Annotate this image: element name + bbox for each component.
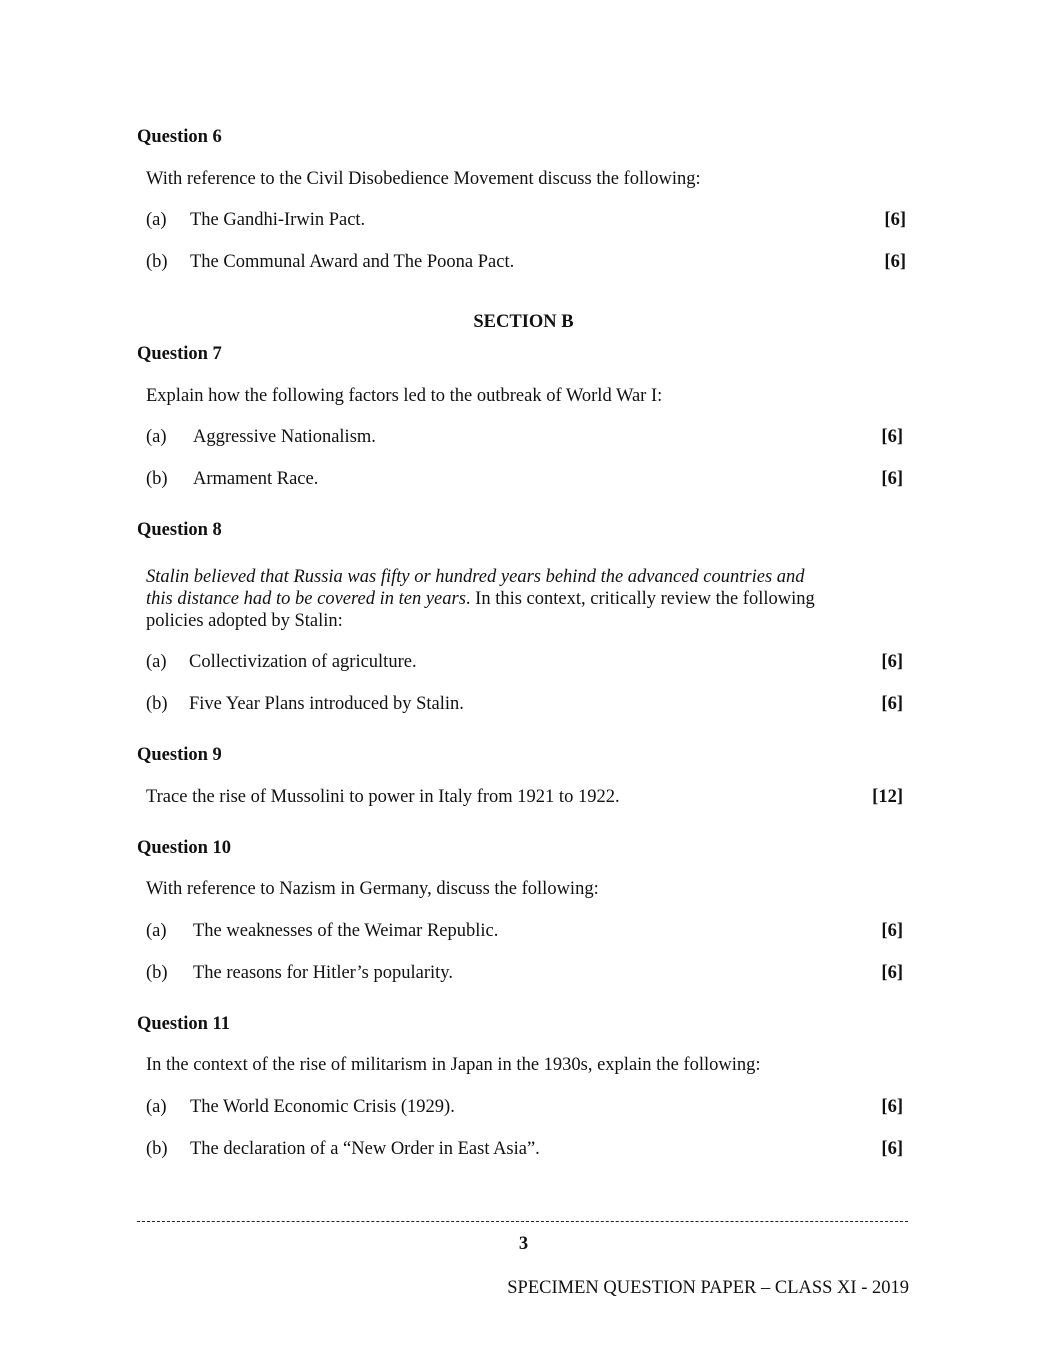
question-intro: Explain how the following factors led to the outbreak of World War I: (146, 386, 663, 406)
footer-divider (137, 1221, 908, 1222)
page-number: 3 (518, 1234, 529, 1254)
question-intro-line (146, 588, 815, 610)
section-heading: SECTION B (473, 312, 574, 332)
question-intro-line: policies adopted by Stalin: (146, 611, 343, 631)
footer-caption: SPECIMEN QUESTION PAPER – CLASS XI - 2019 (507, 1278, 909, 1298)
question-intro-line: Stalin believed that Russia was fifty or hundred years behind the advanced countries and (146, 567, 805, 587)
item-marks: [6] (884, 252, 906, 272)
item-text: Armament Race. (193, 469, 319, 489)
item-text: The Communal Award and The Poona Pact. (190, 252, 515, 272)
item-label: (b) (146, 963, 168, 983)
question-title: Question 7 (137, 344, 222, 364)
question-intro: In the context of the rise of militarism in Japan in the 1930s, explain the following: (146, 1055, 761, 1075)
item-text: Collectivization of agriculture. (189, 652, 417, 672)
question-title: Question 8 (137, 520, 222, 540)
item-text: The weaknesses of the Weimar Republic. (193, 921, 499, 941)
item-text: The declaration of a “New Order in East Asia”. (190, 1139, 540, 1159)
item-label: (b) (146, 252, 168, 272)
question-title: Question 10 (137, 838, 232, 858)
item-marks: [6] (881, 427, 903, 447)
item-text: Aggressive Nationalism. (193, 427, 376, 447)
item-marks: [6] (881, 694, 903, 714)
item-text: The reasons for Hitler’s popularity. (193, 963, 453, 983)
item-label: (a) (146, 210, 167, 230)
item-marks: [6] (881, 652, 903, 672)
item-marks: [6] (881, 963, 903, 983)
item-label: (b) (146, 694, 168, 714)
item-label: (a) (146, 921, 167, 941)
question-title: Question 6 (137, 127, 222, 147)
intro-rest: . In this context, critically review the following (465, 589, 815, 609)
intro-italic: this distance had to be covered in ten years (146, 589, 466, 609)
item-label: (a) (146, 1097, 167, 1117)
item-marks: [12] (872, 787, 903, 807)
item-label: (b) (146, 469, 168, 489)
item-marks: [6] (881, 1139, 903, 1159)
item-label: (a) (146, 652, 167, 672)
item-text: The Gandhi-Irwin Pact. (190, 210, 366, 230)
item-marks: [6] (881, 469, 903, 489)
question-intro: With reference to Nazism in Germany, discuss the following: (146, 879, 599, 899)
item-text: Five Year Plans introduced by Stalin. (189, 694, 464, 714)
question-text: Trace the rise of Mussolini to power in Italy from 1921 to 1922. (146, 787, 620, 807)
question-title: Question 9 (137, 745, 222, 765)
item-marks: [6] (881, 921, 903, 941)
item-marks: [6] (884, 210, 906, 230)
item-marks: [6] (881, 1097, 903, 1117)
item-label: (b) (146, 1139, 168, 1159)
question-title: Question 11 (137, 1014, 231, 1034)
item-text: The World Economic Crisis (1929). (190, 1097, 455, 1117)
question-intro: With reference to the Civil Disobedience Movement discuss the following: (146, 169, 701, 189)
item-label: (a) (146, 427, 167, 447)
